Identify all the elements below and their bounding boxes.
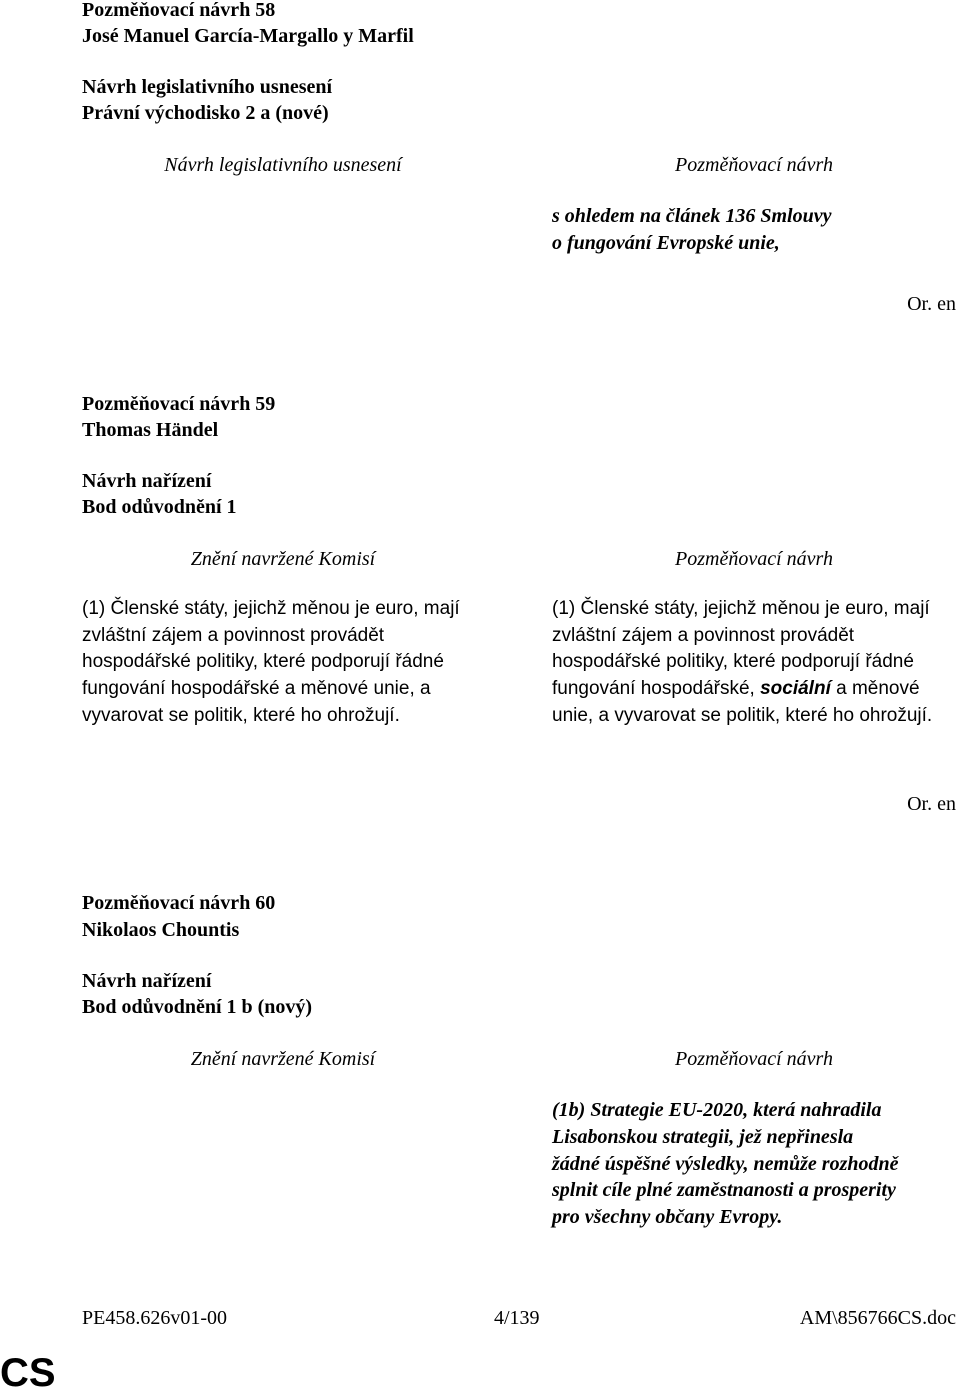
amendment-60-reference: Bod odůvodnění 1 b (nový) (82, 996, 313, 1018)
amendment-58-right-text-line-2: o fungování Evropské unie, (552, 232, 780, 254)
amendment-60-right-text-line-4: splnit cíle plné zaměstnanosti a prosperity (552, 1179, 896, 1201)
amendment-58-original-language: Or. en (907, 293, 956, 315)
amendment-60-right-text-line-2: Lisabonskou strategii, jež nepřinesla (552, 1126, 854, 1148)
amendment-60-heading: Pozměňovací návrh 60 (82, 892, 276, 914)
amendment-59-left-text: (1) Členské státy, jejichž měnou je euro, mají zvláštní zájem a povinnost provádět hospodářské politiky, které podporují řádné fungování hospodářské a měnové unie, a vyvarovat se politik, které ho ohrožují. (82, 598, 460, 726)
amendment-60-right-text-line-5: pro všechny občany Evropy. (552, 1206, 783, 1228)
amendment-59-right-text (552, 596, 956, 730)
footer-language-code: CS (0, 1351, 56, 1395)
amendment-60-author: Nikolaos Chountis (82, 919, 240, 941)
amendment-59-left-header: Znění navržené Komisí (190, 548, 376, 570)
amendment-58-right-header: Pozměňovací návrh (675, 154, 833, 176)
amendment-60-right-text-line-3: žádné úspěšné výsledky, nemůže rozhodně (552, 1153, 899, 1175)
amendment-59-right-header: Pozměňovací návrh (675, 548, 833, 570)
amendment-58-left-header: Návrh legislativního usnesení (164, 154, 402, 176)
amendment-59-reference: Bod odůvodnění 1 (82, 496, 237, 518)
amendment-60-left-header: Znění navržené Komisí (190, 1048, 376, 1070)
amendment-59-right-text-after: a měnové unie, a vyvarovat se politik, které ho ohrožují. (552, 678, 933, 726)
amendment-58-author: José Manuel García-Margallo y Marfil (82, 25, 414, 47)
amendment-60-right-header: Pozměňovací návrh (675, 1048, 833, 1070)
amendment-59-right-text-emphasis: sociální (760, 678, 831, 700)
footer-file-name: AM\856766CS.doc (799, 1307, 956, 1329)
amendment-58-reference: Právní východisko 2 a (nové) (82, 102, 329, 124)
amendment-58-procedure: Návrh legislativního usnesení (82, 76, 333, 98)
amendment-58-right-text-line-1: s ohledem na článek 136 Smlouvy (552, 205, 832, 227)
amendment-60-procedure: Návrh nařízení (82, 970, 212, 992)
amendment-59-author: Thomas Händel (82, 419, 219, 441)
amendment-59-heading: Pozměňovací návrh 59 (82, 393, 276, 415)
amendment-59-right-text-before: (1) Členské státy, jejichž měnou je euro, mají zvláštní zájem a povinnost provádět hospodářské politiky, které podporují řádné fungování hospodářské, (552, 598, 930, 700)
amendment-59-original-language: Or. en (907, 793, 956, 815)
amendment-58-heading: Pozměňovací návrh 58 (82, 0, 276, 21)
footer-page-number: 4/139 (494, 1307, 540, 1329)
amendment-59-procedure: Návrh nařízení (82, 470, 212, 492)
footer-document-reference: PE458.626v01-00 (82, 1307, 227, 1329)
amendment-60-right-text-line-1: (1b) Strategie EU-2020, která nahradila (552, 1099, 882, 1121)
